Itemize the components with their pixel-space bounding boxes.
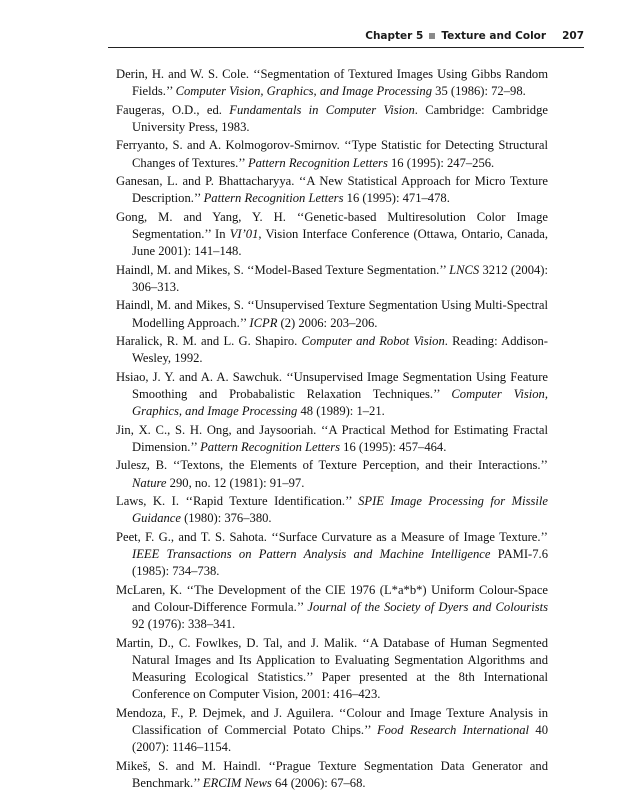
reference-text: Mikeš, S. and M. Haindl. ‘‘Prague Texture Segmentation Data Generator and Benchmark.’’ bbox=[116, 758, 548, 790]
reference-text: Mendoza, F., P. Dejmek, and J. Aguilera. ‘‘Colour and Image Texture Analysis in Classification of Commercial Potato Chips.’’ bbox=[116, 705, 548, 737]
reference-text: Gong, M. and Yang, Y. H. ‘‘Genetic-based Multiresolution Color Image Segmentation.’’ In bbox=[116, 209, 548, 242]
reference-source-title: VI’01 bbox=[229, 227, 259, 242]
reference-entry bbox=[116, 758, 548, 792]
reference-details: 16 (1995): 471–478. bbox=[343, 191, 450, 206]
reference-entry bbox=[116, 493, 548, 527]
reference-text: Derin, H. and W. S. Cole. ‘‘Segmentation of Textured Images Using Gibbs Random Fields.’’ bbox=[116, 67, 548, 99]
reference-details: 3212 (2004): 306–313. bbox=[132, 262, 549, 294]
reference-text: Haralick, R. M. and L. G. Shapiro. bbox=[116, 334, 302, 349]
reference-text: Faugeras, O.D., ed. bbox=[116, 102, 230, 117]
reference-source-title: Computer and Robot Vision bbox=[301, 334, 445, 349]
header-rule bbox=[108, 47, 584, 48]
reference-details: 16 (1995): 247–256. bbox=[387, 155, 495, 170]
reference-source-title: Nature bbox=[132, 475, 167, 490]
reference-entry bbox=[116, 582, 548, 634]
reference-details: (1980): 376–380. bbox=[180, 511, 272, 526]
reference-text: McLaren, K. ‘‘The Development of the CIE 1976 (L*a*b*) Uniform Colour-Space and Colour-Difference Formula.’’ bbox=[116, 582, 548, 614]
reference-details: , Vision Interface Conference (Ottawa, Ontario, Canada, June 2001): 141–148. bbox=[132, 227, 548, 259]
reference-text: Julesz, B. ‘‘Textons, the Elements of Texture Perception, and their Interactions.’’ bbox=[116, 458, 548, 473]
reference-details: . Reading: Addison-Wesley, 1992. bbox=[132, 334, 548, 366]
reference-entry bbox=[116, 369, 548, 421]
reference-details: 290, no. 12 (1981): 91–97. bbox=[166, 475, 305, 490]
reference-entry bbox=[116, 457, 548, 491]
reference-entry bbox=[116, 173, 548, 207]
reference-details: 48 (1989): 1–21. bbox=[297, 404, 385, 419]
reference-source-title: ICPR bbox=[249, 315, 278, 330]
running-head bbox=[365, 30, 584, 42]
reference-details: (2) 2006: 203–206. bbox=[277, 315, 378, 330]
reference-text: Ferryanto, S. and A. Kolmogorov-Smirnov. ‘‘Type Statistic for Detecting Structural Changes of Textures.’’ bbox=[116, 138, 548, 170]
reference-source-title: LNCS bbox=[449, 262, 480, 277]
reference-entry bbox=[116, 333, 548, 367]
reference-source-title: ERCIM News bbox=[202, 775, 272, 790]
reference-entry bbox=[116, 262, 548, 296]
separator-square-icon bbox=[429, 33, 435, 39]
reference-entry bbox=[116, 705, 548, 757]
reference-entry bbox=[116, 102, 548, 136]
reference-entry bbox=[116, 137, 548, 171]
reference-source-title: Pattern Recognition Letters bbox=[200, 439, 341, 454]
reference-source-title: SPIE Image Processing for Missile Guidance bbox=[132, 494, 549, 526]
reference-details: 92 (1976): 338–341. bbox=[132, 617, 236, 632]
reference-details: 64 (2006): 67–68. bbox=[271, 775, 366, 790]
reference-source-title: IEEE Transactions on Pattern Analysis and Machine Intelligence bbox=[132, 547, 491, 562]
reference-text: Martin, D., C. Fowlkes, D. Tal, and J. Malik. ‘‘A Database of Human Segmented Natural Images and Its Application to Evaluating Segmentation Algorithms and Measuring Ecological Statistics.’’ Paper presented at the 8th International Conference on Computer Vision, 2001: 416–423. bbox=[116, 635, 548, 702]
reference-entry bbox=[116, 529, 548, 581]
reference-entry bbox=[116, 635, 548, 704]
reference-entry bbox=[116, 297, 548, 331]
reference-source-title: Computer Vision, Graphics, and Image Processing bbox=[132, 387, 548, 419]
reference-text: Haindl, M. and Mikes, S. ‘‘Model-Based Texture Segmentation.’’ bbox=[116, 262, 450, 277]
page-number: 207 bbox=[562, 30, 584, 42]
reference-source-title: Computer Vision, Graphics, and Image Processing bbox=[175, 84, 433, 99]
reference-text: Haindl, M. and Mikes, S. ‘‘Unsupervised Texture Segmentation Using Multi-Spectral Modelling Approach.’’ bbox=[116, 298, 548, 330]
reference-details: . Cambridge: Cambridge University Press, 1983. bbox=[132, 102, 548, 134]
reference-text: Jin, X. C., S. H. Ong, and Jaysooriah. ‘‘A Practical Method for Estimating Fractal Dimension.’’ bbox=[116, 422, 548, 454]
reference-entry bbox=[116, 422, 548, 456]
reference-text: Ganesan, L. and P. Bhattacharyya. ‘‘A New Statistical Approach for Micro Texture Description.’’ bbox=[116, 174, 548, 206]
section-title: Texture and Color bbox=[441, 30, 547, 42]
reference-details: 40 (2007): 1146–1154. bbox=[132, 722, 548, 755]
reference-source-title: Fundamentals in Computer Vision bbox=[229, 102, 415, 117]
reference-details: 35 (1986): 72–98. bbox=[432, 84, 526, 99]
reference-source-title: Pattern Recognition Letters bbox=[203, 191, 344, 206]
reference-source-title: Pattern Recognition Letters bbox=[247, 155, 388, 170]
reference-source-title: Journal of the Society of Dyers and Colourists bbox=[307, 599, 549, 614]
reference-source-title: Food Research International bbox=[376, 722, 530, 737]
reference-text: Laws, K. I. ‘‘Rapid Texture Identification.’’ bbox=[116, 494, 359, 509]
reference-entry bbox=[116, 66, 548, 100]
chapter-label: Chapter 5 bbox=[365, 30, 424, 42]
reference-entry bbox=[116, 209, 548, 261]
reference-details: 16 (1995): 457–464. bbox=[340, 439, 447, 454]
reference-text: Hsiao, J. Y. and A. A. Sawchuk. ‘‘Unsupervised Image Segmentation Using Feature Smoothing and Probabalistic Relaxation Techniques.’’ bbox=[116, 369, 548, 402]
reference-list bbox=[116, 66, 548, 793]
reference-text: Peet, F. G., and T. S. Sahota. ‘‘Surface Curvature as a Measure of Image Texture.’’ bbox=[116, 529, 548, 544]
reference-details: PAMI-7.6 (1985): 734–738. bbox=[132, 547, 548, 579]
